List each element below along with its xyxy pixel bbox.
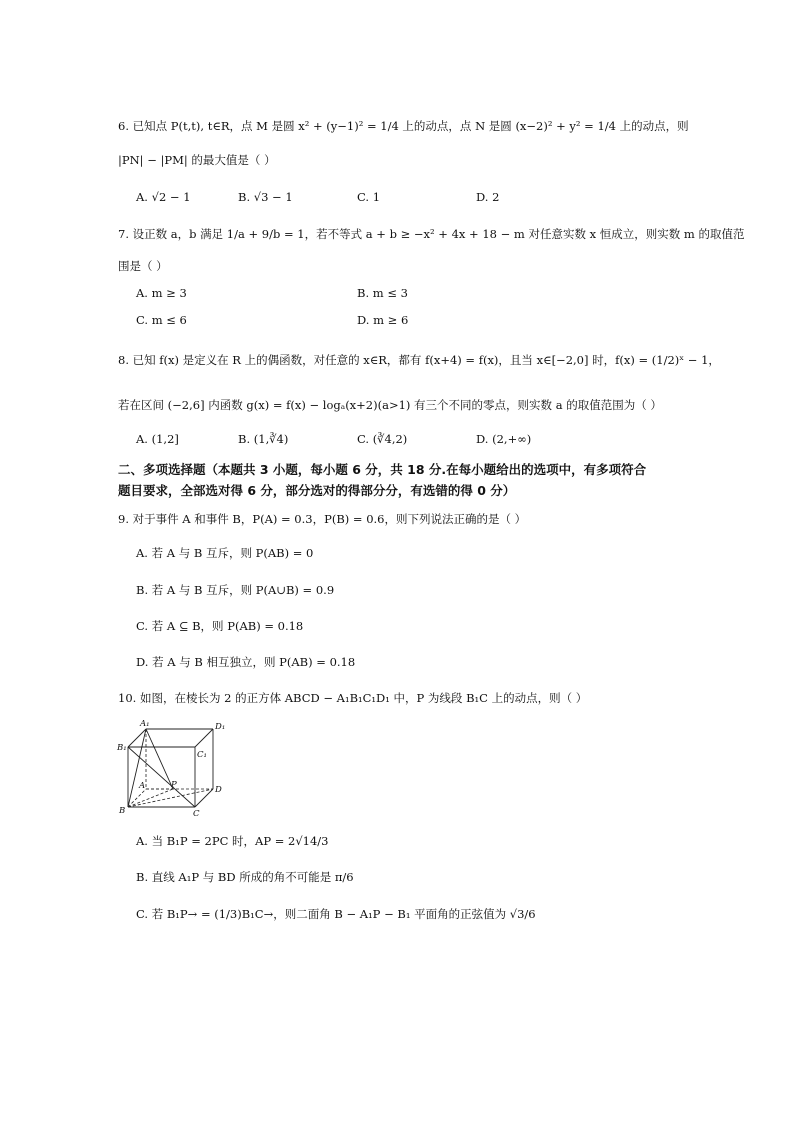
q8-option-d: D. (2,+∞) (476, 432, 532, 446)
q10-option-a: A. 当 B₁P = 2PC 时，AP = 2√14/3 (136, 834, 329, 848)
q7-line1: 7. 设正数 a，b 满足 1/a + 9/b = 1，若不等式 a + b ≥ −x² + 4x + 18 − m 对任意实数 x 恒成立，则实数 m 的取值范 (118, 227, 745, 241)
q6-option-b: B. √3 − 1 (238, 190, 293, 204)
label-c1: C₁ (197, 750, 207, 760)
label-b1: B₁ (117, 743, 127, 753)
q10-option-c: C. 若 B₁P→ = (1/3)B₁C→，则二面角 B − A₁P − B₁ 平面角的正弦值为 √3/6 (136, 907, 536, 921)
label-a: A (139, 781, 146, 791)
q9-option-a: A. 若 A 与 B 互斥，则 P(AB) = 0 (136, 546, 314, 560)
label-p: P (171, 780, 177, 790)
label-a1: A₁ (140, 719, 150, 729)
q7-option-a: A. m ≥ 3 (136, 286, 187, 300)
q6-line1: 6. 已知点 P(t,t), t∈R，点 M 是圆 x² + (y−1)² = 1/4 上的动点，点 N 是圆 (x−2)² + y² = 1/4 上的动点，则 (118, 119, 689, 133)
label-d1: D₁ (215, 722, 226, 732)
q6-option-d: D. 2 (476, 190, 500, 204)
q7-option-c: C. m ≤ 6 (136, 313, 187, 327)
q8-line1: 8. 已知 f(x) 是定义在 R 上的偶函数，对任意的 x∈R，都有 f(x+4) = f(x)，且当 x∈[−2,0] 时，f(x) = (1/2)ˣ − 1， (118, 353, 720, 367)
q9-stem: 9. 对于事件 A 和事件 B，P(A) = 0.3，P(B) = 0.6，则下列说法正确的是（ ） (118, 512, 527, 526)
label-c: C (193, 809, 200, 817)
q7-option-d: D. m ≥ 6 (357, 313, 409, 327)
section-heading-line1: 二、多项选择题（本题共 3 小题，每小题 6 分，共 18 分.在每小题给出的选项中，有多项符合 (118, 462, 647, 477)
q8-option-c: C. (∛4,2) (357, 432, 408, 446)
label-b: B (119, 806, 126, 816)
q7-option-b: B. m ≤ 3 (357, 286, 408, 300)
q8-option-a: A. (1,2] (136, 432, 179, 446)
cube-figure (116, 717, 246, 817)
q9-option-d: D. 若 A 与 B 相互独立，则 P(AB) = 0.18 (136, 655, 356, 669)
q8-option-b: B. (1,∛4) (238, 432, 289, 446)
label-d: D (215, 785, 222, 795)
q6-option-a: A. √2 − 1 (136, 190, 191, 204)
q9-option-c: C. 若 A ⊆ B，则 P(AB) = 0.18 (136, 619, 304, 633)
q8-line2: 若在区间 (−2,6] 内函数 g(x) = f(x) − logₐ(x+2)(a>1) 有三个不同的零点，则实数 a 的取值范围为（ ） (118, 398, 662, 412)
section-heading-line2: 题目要求，全部选对得 6 分，部分选对的得部分分，有选错的得 0 分） (118, 483, 516, 498)
q9-option-b: B. 若 A 与 B 互斥，则 P(A∪B) = 0.9 (136, 583, 335, 597)
q6-option-c: C. 1 (357, 190, 381, 204)
q7-line2: 围是（ ） (118, 259, 168, 273)
q10-stem: 10. 如图，在棱长为 2 的正方体 ABCD − A₁B₁C₁D₁ 中，P 为线段 B₁C 上的动点，则（ ） (118, 691, 588, 705)
q10-option-b: B. 直线 A₁P 与 BD 所成的角不可能是 π/6 (136, 870, 354, 884)
q6-line2: |PN| − |PM| 的最大值是（ ） (118, 153, 276, 167)
